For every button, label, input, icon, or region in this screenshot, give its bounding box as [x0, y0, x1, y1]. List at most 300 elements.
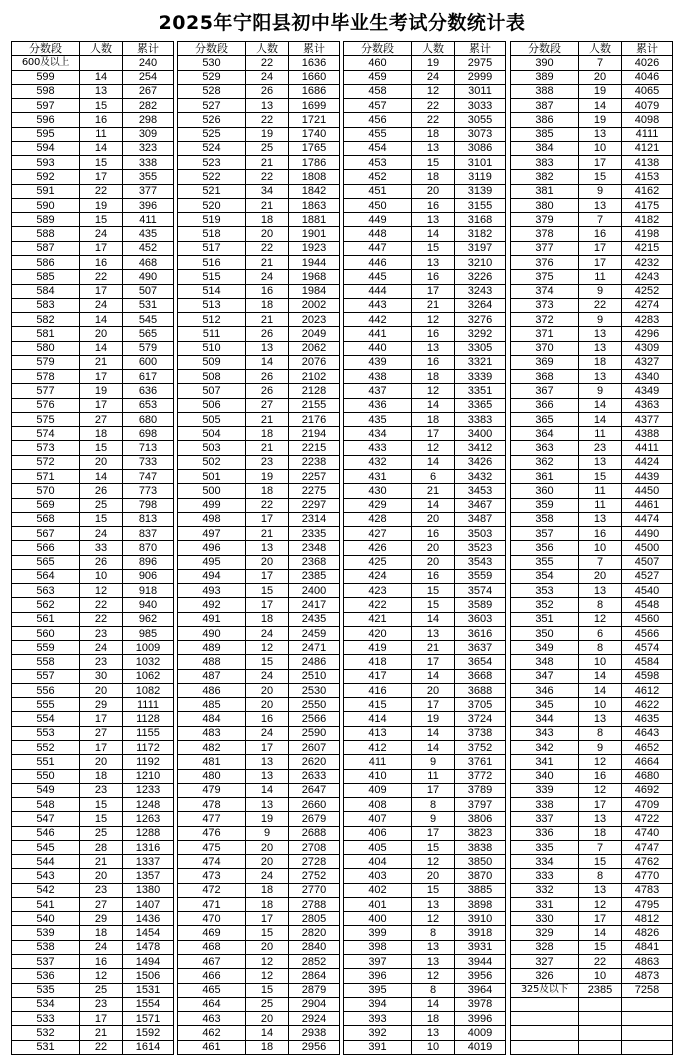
count-cell: 13 — [246, 99, 289, 113]
cumulative-cell: 4327 — [622, 355, 673, 369]
cumulative-cell: 1337 — [123, 855, 174, 869]
table-row — [344, 156, 506, 170]
table-row — [178, 184, 340, 198]
count-cell: 10 — [412, 1040, 455, 1054]
score-cell: 575 — [12, 412, 80, 426]
cumulative-cell: 680 — [123, 412, 174, 426]
count-cell: 13 — [412, 955, 455, 969]
table-row — [12, 527, 174, 541]
cumulative-cell: 2924 — [289, 1012, 340, 1026]
table-row — [344, 869, 506, 883]
table-row — [511, 755, 673, 769]
count-cell: 13 — [579, 584, 622, 598]
table-row — [511, 997, 673, 1011]
table-row — [12, 469, 174, 483]
count-cell: 7 — [579, 56, 622, 70]
count-cell: 25 — [80, 983, 123, 997]
score-cell: 489 — [178, 641, 246, 655]
count-cell: 24 — [80, 940, 123, 954]
count-cell: 14 — [246, 1026, 289, 1040]
table-row — [12, 769, 174, 783]
score-cell: 580 — [12, 341, 80, 355]
cumulative-cell: 4046 — [622, 70, 673, 84]
cumulative-cell: 3823 — [455, 826, 506, 840]
count-cell: 15 — [246, 926, 289, 940]
table-row — [12, 826, 174, 840]
table-row — [178, 712, 340, 726]
score-cell: 379 — [511, 213, 579, 227]
cumulative-cell: 267 — [123, 84, 174, 98]
score-cell: 597 — [12, 99, 80, 113]
table-row — [12, 855, 174, 869]
table-row — [511, 826, 673, 840]
table-row — [511, 184, 673, 198]
count-cell: 34 — [246, 184, 289, 198]
count-cell: 21 — [412, 641, 455, 655]
score-cell: 571 — [12, 469, 80, 483]
header-cumulative: 累计 — [622, 42, 673, 56]
count-cell: 13 — [246, 755, 289, 769]
count-cell: 16 — [412, 198, 455, 212]
table-row — [511, 726, 673, 740]
cumulative-cell: 2999 — [455, 70, 506, 84]
cumulative-cell: 2688 — [289, 826, 340, 840]
count-cell: 17 — [412, 698, 455, 712]
cumulative-cell: 565 — [123, 327, 174, 341]
count-cell: 23 — [80, 783, 123, 797]
table-row — [12, 726, 174, 740]
score-cell: 511 — [178, 327, 246, 341]
cumulative-cell: 1944 — [289, 255, 340, 269]
count-cell: 18 — [80, 769, 123, 783]
score-cell: 348 — [511, 655, 579, 669]
score-cell: 595 — [12, 127, 80, 141]
table-row — [344, 384, 506, 398]
score-cell: 382 — [511, 170, 579, 184]
cumulative-cell: 1506 — [123, 969, 174, 983]
score-cell: 529 — [178, 70, 246, 84]
table-row — [178, 1026, 340, 1040]
table-row — [511, 255, 673, 269]
cumulative-cell: 2956 — [289, 1040, 340, 1054]
table-row — [511, 341, 673, 355]
count-cell: 15 — [579, 170, 622, 184]
count-cell: 9 — [579, 284, 622, 298]
score-cell: 532 — [12, 1026, 80, 1040]
count-cell: 9 — [579, 384, 622, 398]
table-row — [178, 156, 340, 170]
score-cell: 528 — [178, 84, 246, 98]
count-cell: 20 — [80, 327, 123, 341]
count-cell: 12 — [412, 912, 455, 926]
count-cell: 14 — [412, 398, 455, 412]
count-cell: 15 — [412, 156, 455, 170]
table-row — [12, 883, 174, 897]
table-row — [511, 213, 673, 227]
count-cell: 18 — [80, 427, 123, 441]
header-score-range: 分数段 — [344, 42, 412, 56]
score-cell: 488 — [178, 655, 246, 669]
table-row — [12, 455, 174, 469]
score-cell: 598 — [12, 84, 80, 98]
score-cell: 340 — [511, 769, 579, 783]
table-row — [178, 798, 340, 812]
cumulative-cell: 1923 — [289, 241, 340, 255]
cumulative-cell: 3168 — [455, 213, 506, 227]
cumulative-cell: 4841 — [622, 940, 673, 954]
table-row — [344, 883, 506, 897]
count-cell: 18 — [579, 355, 622, 369]
table-row — [511, 241, 673, 255]
header-count: 人数 — [579, 42, 622, 56]
cumulative-cell: 1531 — [123, 983, 174, 997]
count-cell: 22 — [246, 56, 289, 70]
score-cell: 344 — [511, 712, 579, 726]
score-cell: 542 — [12, 883, 80, 897]
count-cell: 15 — [246, 584, 289, 598]
table-row — [178, 270, 340, 284]
count-cell: 20 — [579, 70, 622, 84]
score-cell: 441 — [344, 327, 412, 341]
table-row — [344, 769, 506, 783]
cumulative-cell: 240 — [123, 56, 174, 70]
score-cell: 523 — [178, 156, 246, 170]
count-cell: 20 — [246, 683, 289, 697]
count-cell: 24 — [80, 227, 123, 241]
cumulative-cell: 2708 — [289, 840, 340, 854]
score-cell: 458 — [344, 84, 412, 98]
count-cell: 11 — [579, 484, 622, 498]
cumulative-cell: 4309 — [622, 341, 673, 355]
count-cell: 17 — [80, 241, 123, 255]
count-cell: 15 — [80, 441, 123, 455]
cumulative-cell: 906 — [123, 569, 174, 583]
cumulative-cell: 3412 — [455, 441, 506, 455]
cumulative-cell: 3838 — [455, 840, 506, 854]
score-cell: 449 — [344, 213, 412, 227]
cumulative-cell: 4098 — [622, 113, 673, 127]
cumulative-cell: 2904 — [289, 997, 340, 1011]
score-cell: 457 — [344, 99, 412, 113]
count-cell: 14 — [80, 341, 123, 355]
score-table-block-2 — [177, 41, 340, 1055]
cumulative-cell: 3276 — [455, 313, 506, 327]
count-cell: 18 — [80, 926, 123, 940]
table-row — [344, 498, 506, 512]
table-row — [511, 741, 673, 755]
table-row — [12, 441, 174, 455]
cumulative-cell: 2297 — [289, 498, 340, 512]
cumulative-cell: 3182 — [455, 227, 506, 241]
cumulative-cell: 4490 — [622, 527, 673, 541]
table-row — [178, 641, 340, 655]
score-cell: 425 — [344, 555, 412, 569]
table-row — [511, 370, 673, 384]
table-row — [344, 669, 506, 683]
table-row — [511, 141, 673, 155]
score-cell: 387 — [511, 99, 579, 113]
table-row — [178, 412, 340, 426]
score-cell: 550 — [12, 769, 80, 783]
table-row — [344, 341, 506, 355]
cumulative-cell: 452 — [123, 241, 174, 255]
score-cell: 520 — [178, 198, 246, 212]
count-cell: 21 — [80, 1026, 123, 1040]
count-cell: 17 — [246, 512, 289, 526]
table-row — [178, 969, 340, 983]
count-cell: 20 — [412, 555, 455, 569]
count-cell: 23 — [80, 655, 123, 669]
count-cell: 25 — [80, 826, 123, 840]
table-row — [178, 669, 340, 683]
count-cell: 23 — [80, 626, 123, 640]
score-cell: 525 — [178, 127, 246, 141]
table-row — [12, 298, 174, 312]
table-row — [511, 541, 673, 555]
count-cell: 20 — [246, 840, 289, 854]
cumulative-cell: 2679 — [289, 812, 340, 826]
count-cell: 16 — [579, 527, 622, 541]
table-row — [12, 755, 174, 769]
table-row — [178, 698, 340, 712]
cumulative-cell: 3339 — [455, 370, 506, 384]
table-row — [511, 384, 673, 398]
cumulative-cell: 4411 — [622, 441, 673, 455]
cumulative-cell: 837 — [123, 527, 174, 541]
cumulative-cell: 2335 — [289, 527, 340, 541]
score-cell: 354 — [511, 569, 579, 583]
cumulative-cell: 1686 — [289, 84, 340, 98]
count-cell: 7 — [579, 555, 622, 569]
cumulative-cell: 3956 — [455, 969, 506, 983]
score-cell: 413 — [344, 726, 412, 740]
count-cell: 12 — [412, 969, 455, 983]
cumulative-cell: 3139 — [455, 184, 506, 198]
table-row — [344, 569, 506, 583]
count-cell: 19 — [246, 812, 289, 826]
cumulative-cell: 653 — [123, 398, 174, 412]
score-cell: 368 — [511, 370, 579, 384]
cumulative-cell: 3351 — [455, 384, 506, 398]
cumulative-cell: 4153 — [622, 170, 673, 184]
score-cell: 566 — [12, 541, 80, 555]
cumulative-cell: 3011 — [455, 84, 506, 98]
count-cell: 12 — [246, 969, 289, 983]
count-cell: 20 — [246, 227, 289, 241]
table-row — [344, 484, 506, 498]
table-row — [178, 997, 340, 1011]
cumulative-cell: 1554 — [123, 997, 174, 1011]
count-cell: 26 — [80, 555, 123, 569]
cumulative-cell: 3226 — [455, 270, 506, 284]
score-cell: 430 — [344, 484, 412, 498]
score-cell: 377 — [511, 241, 579, 255]
cumulative-cell: 2314 — [289, 512, 340, 526]
cumulative-cell: 1721 — [289, 113, 340, 127]
score-cell: 327 — [511, 955, 579, 969]
table-row — [178, 983, 340, 997]
count-cell: 18 — [412, 370, 455, 384]
table-row — [12, 555, 174, 569]
score-cell: 492 — [178, 598, 246, 612]
cumulative-cell: 2435 — [289, 612, 340, 626]
cumulative-cell: 411 — [123, 213, 174, 227]
table-row — [12, 798, 174, 812]
table-row — [12, 270, 174, 284]
score-cell: 454 — [344, 141, 412, 155]
cumulative-cell: 3523 — [455, 541, 506, 555]
count-cell: 21 — [246, 313, 289, 327]
score-cell: 367 — [511, 384, 579, 398]
cumulative-cell: 698 — [123, 427, 174, 441]
cumulative-cell: 2215 — [289, 441, 340, 455]
cumulative-cell: 4138 — [622, 156, 673, 170]
score-cell — [511, 1040, 579, 1054]
count-cell: 13 — [579, 327, 622, 341]
cumulative-cell: 4635 — [622, 712, 673, 726]
score-cell: 359 — [511, 498, 579, 512]
score-cell: 533 — [12, 1012, 80, 1026]
score-cell: 342 — [511, 741, 579, 755]
header-score-range: 分数段 — [12, 42, 80, 56]
cumulative-cell: 4795 — [622, 897, 673, 911]
score-cell: 463 — [178, 1012, 246, 1026]
score-cell: 373 — [511, 298, 579, 312]
score-cell: 358 — [511, 512, 579, 526]
count-cell: 22 — [80, 598, 123, 612]
score-cell: 483 — [178, 726, 246, 740]
table-row — [344, 698, 506, 712]
table-row — [12, 241, 174, 255]
count-cell: 23 — [80, 997, 123, 1011]
table-row — [12, 1026, 174, 1040]
count-cell: 17 — [412, 427, 455, 441]
count-cell: 20 — [80, 683, 123, 697]
count-cell: 29 — [80, 912, 123, 926]
count-cell: 22 — [246, 113, 289, 127]
table-row — [12, 983, 174, 997]
cumulative-cell: 3305 — [455, 341, 506, 355]
score-cell: 564 — [12, 569, 80, 583]
cumulative-cell: 713 — [123, 441, 174, 455]
score-table-block-4 — [510, 41, 673, 1055]
score-cell: 464 — [178, 997, 246, 1011]
cumulative-cell: 298 — [123, 113, 174, 127]
score-cell: 334 — [511, 855, 579, 869]
count-cell: 22 — [579, 955, 622, 969]
score-cell: 557 — [12, 669, 80, 683]
cumulative-cell: 798 — [123, 498, 174, 512]
table-row — [178, 141, 340, 155]
score-cell: 507 — [178, 384, 246, 398]
score-cell: 440 — [344, 341, 412, 355]
table-row — [12, 584, 174, 598]
cumulative-cell: 2385 — [289, 569, 340, 583]
count-cell: 22 — [80, 270, 123, 284]
cumulative-cell: 4026 — [622, 56, 673, 70]
count-cell: 27 — [80, 897, 123, 911]
count-cell: 19 — [246, 469, 289, 483]
count-cell: 8 — [412, 798, 455, 812]
count-cell: 26 — [80, 484, 123, 498]
count-cell: 13 — [412, 940, 455, 954]
score-cell: 343 — [511, 726, 579, 740]
cumulative-cell: 1233 — [123, 783, 174, 797]
count-cell: 16 — [579, 769, 622, 783]
count-cell: 13 — [579, 341, 622, 355]
score-cell: 369 — [511, 355, 579, 369]
cumulative-cell: 3931 — [455, 940, 506, 954]
score-cell: 585 — [12, 270, 80, 284]
table-row — [178, 940, 340, 954]
count-cell: 17 — [246, 912, 289, 926]
score-cell: 424 — [344, 569, 412, 583]
count-cell: 9 — [246, 826, 289, 840]
table-row — [344, 213, 506, 227]
score-cell: 453 — [344, 156, 412, 170]
score-cell: 472 — [178, 883, 246, 897]
cumulative-cell: 1901 — [289, 227, 340, 241]
cumulative-cell: 3365 — [455, 398, 506, 412]
score-cell: 447 — [344, 241, 412, 255]
score-cell: 549 — [12, 783, 80, 797]
score-cell: 410 — [344, 769, 412, 783]
score-cell: 477 — [178, 812, 246, 826]
table-row — [344, 955, 506, 969]
count-cell: 13 — [412, 897, 455, 911]
cumulative-cell: 2728 — [289, 855, 340, 869]
score-cell: 391 — [344, 1040, 412, 1054]
count-cell: 14 — [412, 741, 455, 755]
table-row — [344, 56, 506, 70]
score-cell: 409 — [344, 783, 412, 797]
count-cell: 17 — [80, 284, 123, 298]
score-cell: 541 — [12, 897, 80, 911]
score-cell: 341 — [511, 755, 579, 769]
table-row — [344, 241, 506, 255]
cumulative-cell: 3243 — [455, 284, 506, 298]
score-cell: 519 — [178, 213, 246, 227]
table-row — [344, 741, 506, 755]
score-cell: 467 — [178, 955, 246, 969]
table-row — [12, 341, 174, 355]
cumulative-cell: 918 — [123, 584, 174, 598]
count-cell: 12 — [246, 955, 289, 969]
score-cell: 439 — [344, 355, 412, 369]
score-cell: 456 — [344, 113, 412, 127]
page-title: 2025年宁阳县初中毕业生考试分数统计表 — [158, 12, 526, 34]
score-cell: 448 — [344, 227, 412, 241]
table-row — [511, 655, 673, 669]
cumulative-cell: 4175 — [622, 198, 673, 212]
score-cell: 500 — [178, 484, 246, 498]
cumulative-cell: 3503 — [455, 527, 506, 541]
count-cell: 25 — [246, 141, 289, 155]
table-row — [511, 584, 673, 598]
score-cell: 378 — [511, 227, 579, 241]
count-cell: 17 — [246, 569, 289, 583]
table-row — [12, 869, 174, 883]
score-cell: 437 — [344, 384, 412, 398]
cumulative-cell: 4283 — [622, 313, 673, 327]
table-row — [344, 113, 506, 127]
count-cell: 20 — [246, 855, 289, 869]
cumulative-cell: 3724 — [455, 712, 506, 726]
cumulative-cell: 4424 — [622, 455, 673, 469]
score-cell: 466 — [178, 969, 246, 983]
cumulative-cell: 1592 — [123, 1026, 174, 1040]
cumulative-cell: 2770 — [289, 883, 340, 897]
